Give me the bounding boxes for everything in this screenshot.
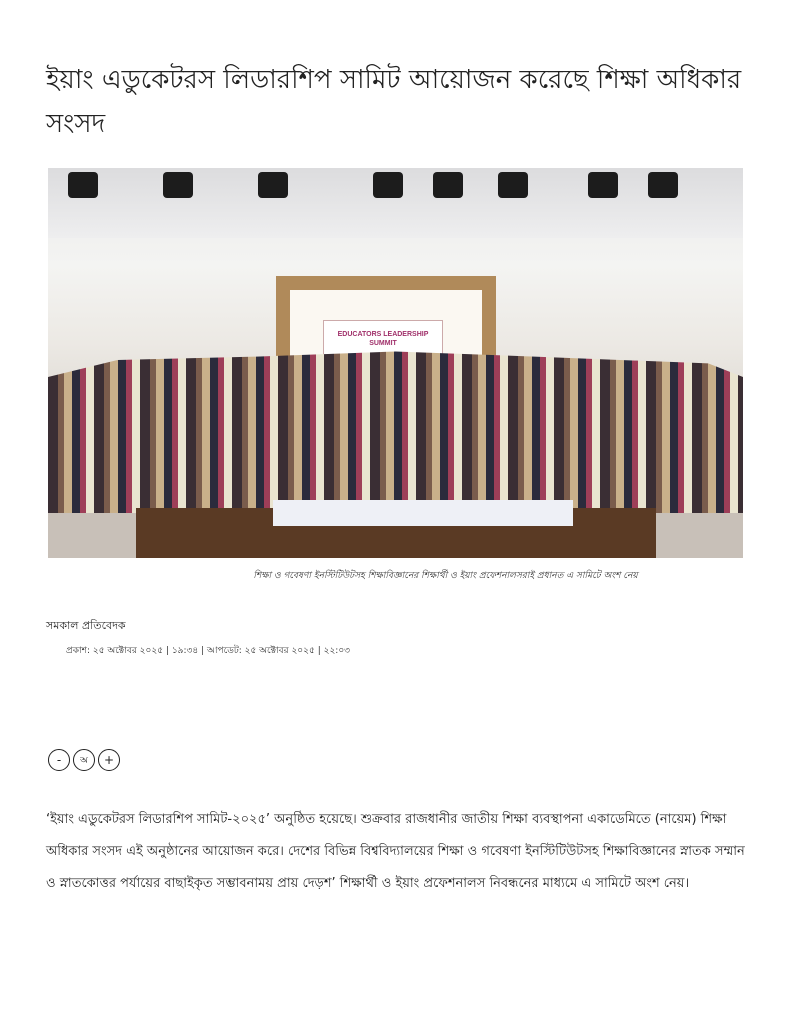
stage-light-icon <box>163 172 193 198</box>
photo-caption: শিক্ষা ও গবেষণা ইনস্টিটিউটসহ শিক্ষাবিজ্ঞানের শিক্ষার্থী ও ইয়াং প্রফেশনালসরাই প্রধানত এ সামিটে অংশ নেয় <box>253 571 638 581</box>
font-size-controls <box>48 749 120 771</box>
stage-light-icon <box>498 172 528 198</box>
reset-font-button[interactable]: অ <box>73 749 95 771</box>
article-title: ইয়াং এডুকেটরস লিডারশিপ সামিট আয়োজন করেছে শিক্ষা অধিকার সংসদ <box>46 65 742 139</box>
article-photo <box>48 168 743 558</box>
summit-banner-text: EDUCATORS LEADERSHIP SUMMIT <box>337 331 429 347</box>
author: সমকাল প্রতিবেদক <box>46 619 126 632</box>
stage-light-icon <box>68 172 98 198</box>
increase-font-button[interactable]: + <box>98 749 120 771</box>
decrease-font-button[interactable]: - <box>48 749 70 771</box>
stage-light-icon <box>258 172 288 198</box>
stage-light-icon <box>373 172 403 198</box>
group-of-participants <box>48 343 743 513</box>
stage-light-icon <box>588 172 618 198</box>
stage-light-icon <box>648 172 678 198</box>
table-cloth <box>273 500 573 526</box>
stage-light-icon <box>433 172 463 198</box>
article-body: ‘ইয়াং এডুকেটরস লিডারশিপ সামিট-২০২৫’ অনুষ্ঠিত হয়েছে। শুক্রবার রাজধানীর জাতীয় শিক্ষা ব্যবস্থাপনা একাডেমিতে (নায়েম) শিক্ষা অধিকার সংসদ এই অনুষ্ঠানের আয়োজন করে। দেশের বিভিন্ন বিশ্ববিদ্যালয়ের শিক্ষা ও গবেষণা ইনস্টিটিউটসহ শিক্ষাবিজ্ঞানের স্নাতক সম্মান ও স্নাতকোত্তর পর্যায়ের বাছাইকৃত সম্ভাবনাময় প্রায় দেড়শ’ শিক্ষার্থী ও ইয়াং প্রফেশনালস নিবন্ধনের মাধ্যমে এ সামিটে অংশ নেয়। <box>46 812 745 891</box>
publish-meta: প্রকাশ: ২৫ অক্টোবর ২০২৫ | ১৯:৩৪ | আপডেট: ২৫ অক্টোবর ২০২৫ | ২২:০৩ <box>66 646 351 656</box>
